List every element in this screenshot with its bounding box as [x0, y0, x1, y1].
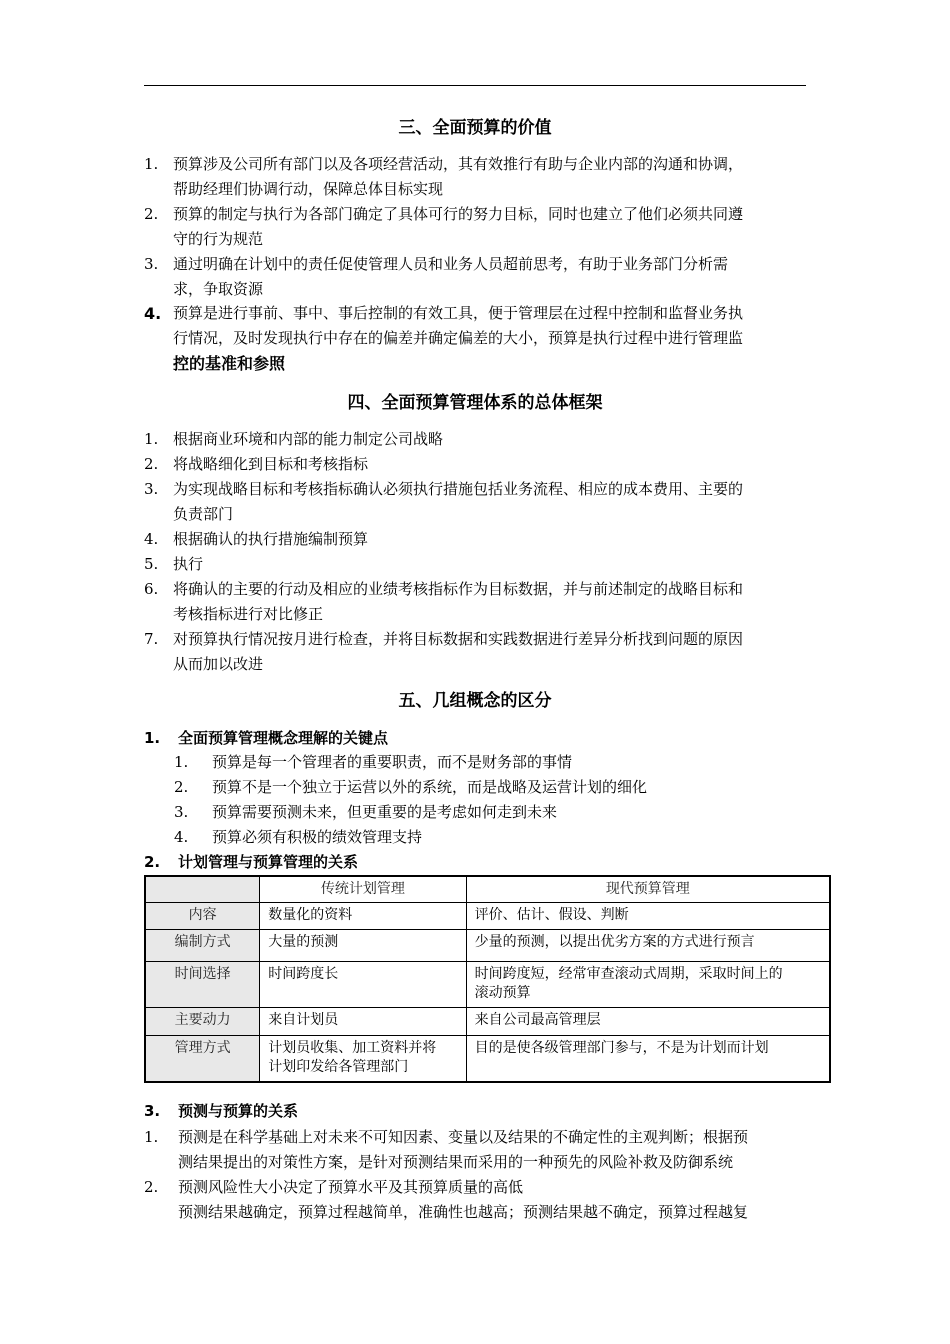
list-item: 4. 根据确认的执行措施编制预算 — [144, 530, 369, 548]
list-item: 2. 预算的制定与执行为各部门确定了具体可行的努力目标，同时也建立了他们必须共同遵 守的行为规范 — [144, 205, 744, 248]
list-item: 3. 通过明确在计划中的责任促使管理人员和业务人员超前思考，有助于业务部门分析需 求，争取资源 — [144, 255, 729, 298]
table-header-row — [145, 876, 830, 903]
table-header-cell: 现代预算管理 — [466, 876, 830, 903]
list-item: 3. 预算需要预测未来，但更重要的是考虑如何走到未来 — [174, 803, 558, 821]
subsection-heading: 2. 计划管理与预算管理的关系 — [144, 853, 359, 871]
table-cell: 少量的预测，以提出优劣方案的方式进行预言 — [466, 930, 830, 962]
table-cell: 数量化的资料 — [260, 903, 466, 930]
table-header-cell — [145, 876, 260, 903]
comparison-table — [144, 875, 831, 1083]
table-header-cell: 传统计划管理 — [260, 876, 466, 903]
subsection-heading: 3. 预测与预算的关系 — [144, 1102, 299, 1120]
list-item: 1. 预算是每一个管理者的重要职责，而不是财务部的事情 — [174, 753, 573, 771]
row-label: 管理方式 — [145, 1036, 260, 1082]
section4-title: 四、全面预算管理体系的总体框架 — [347, 393, 603, 413]
list-item: 1. 预测是在科学基础上对未来不可知因素、变量以及结果的不确定性的主观判断；根据预 测结果提出的对策性方案，是针对预测结果而采用的一种预先的风险补救及防御系统 — [144, 1128, 749, 1171]
table-cell: 计划员收集、加工资料并将 计划印发给各管理部门 — [260, 1036, 466, 1082]
list-item: 4. 预算必须有积极的绩效管理支持 — [174, 828, 423, 846]
list-item: 6. 将确认的主要的行动及相应的业绩考核指标作为目标数据，并与前述制定的战略目标和 考核指标进行对比修正 — [144, 580, 744, 623]
table-row — [145, 930, 830, 962]
list-item: 2. 将战略细化到目标和考核指标 — [144, 455, 369, 473]
list-item: 1. 根据商业环境和内部的能力制定公司战略 — [144, 430, 444, 448]
table-cell: 来自计划员 — [260, 1008, 466, 1036]
table-row — [145, 903, 830, 930]
table-cell: 时间跨度长 — [260, 962, 466, 1008]
row-label: 时间选择 — [145, 962, 260, 1008]
section5-title: 五、几组概念的区分 — [398, 691, 552, 711]
table-cell: 时间跨度短，经常审查滚动式周期，采取时间上的 滚动预算 — [466, 962, 830, 1008]
table-row — [145, 962, 830, 1008]
table-row — [145, 1036, 830, 1082]
table-row — [145, 1008, 830, 1036]
list-item: 1. 预算涉及公司所有部门以及各项经营活动，其有效推行有助与企业内部的沟通和协调， 帮助经理们协调行动，保障总体目标实现 — [144, 155, 744, 198]
section3-title: 三、全面预算的价值 — [398, 118, 552, 138]
list-item: 7. 对预算执行情况按月进行检查，并将目标数据和实践数据进行差异分析找到问题的原因 从而加以改进 — [144, 630, 744, 673]
list-item: 4. 预算是进行事前、事中、事后控制的有效工具，便于管理层在过程中控制和监督业务执 行情况，及时发现执行中存在的偏差并确定偏差的大小，预算是执行过程中进行管理监 控的基准和参照 — [144, 304, 744, 373]
list-item: 2. 预测风险性大小决定了预算水平及其预算质量的高低 预测结果越确定，预算过程越简单，准确性也越高；预测结果越不确定，预算过程越复 — [144, 1178, 749, 1221]
list-item: 5. 执行 — [144, 555, 204, 573]
list-item: 3. 为实现战略目标和考核指标确认必须执行措施包括业务流程、相应的成本费用、主要的 负责部门 — [144, 480, 744, 523]
row-label: 主要动力 — [145, 1008, 260, 1036]
row-label: 编制方式 — [145, 930, 260, 962]
table-cell: 来自公司最高管理层 — [466, 1008, 830, 1036]
row-label: 内容 — [145, 903, 260, 930]
list-item: 2. 预算不是一个独立于运营以外的系统，而是战略及运营计划的细化 — [174, 778, 648, 796]
table-cell: 评价、估计、假设、判断 — [466, 903, 830, 930]
subsection-heading: 1. 全面预算管理概念理解的关键点 — [144, 729, 389, 747]
table-cell: 大量的预测 — [260, 930, 466, 962]
header-rule — [144, 85, 806, 86]
table-cell: 目的是使各级管理部门参与，不是为计划而计划 — [466, 1036, 830, 1082]
